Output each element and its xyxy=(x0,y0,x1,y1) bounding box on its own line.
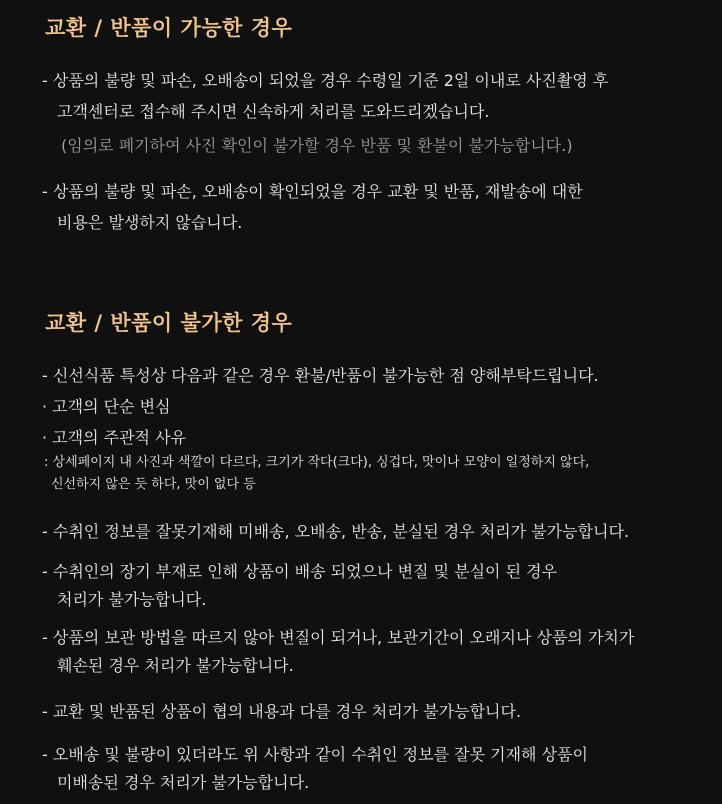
policy-detail: 신선하지 않은 듯 하다, 맛이 없다 등 xyxy=(51,477,256,492)
section-title-impossible: 교환 / 반품이 불가한 경우 xyxy=(45,311,293,335)
section-title-possible: 교환 / 반품이 가능한 경우 xyxy=(45,16,293,40)
policy-line: - 신선식품 특성상 다음과 같은 경우 환불/반품이 불가능한 점 양해부탁드립니다. xyxy=(42,366,599,385)
policy-line: - 상품의 보관 방법을 따르지 않아 변질이 되거나, 보관기간이 오래지나 상품의 가치가 xyxy=(42,628,635,647)
policy-line: - 오배송 및 불량이 있더라도 위 사항과 같이 수취인 정보를 잘못 기재해 상품이 xyxy=(42,745,588,764)
policy-bullet: · 고객의 주관적 사유 xyxy=(42,428,186,447)
policy-line: 훼손된 경우 처리가 불가능합니다. xyxy=(57,656,294,675)
policy-line: - 수취인 정보를 잘못기재해 미배송, 오배송, 반송, 분실된 경우 처리가 불가능합니다. xyxy=(42,522,630,541)
policy-note: (임의로 폐기하여 사진 확인이 불가할 경우 반품 및 환불이 불가능합니다.) xyxy=(61,136,573,155)
policy-line: - 교환 및 반품된 상품이 협의 내용과 다를 경우 처리가 불가능합니다. xyxy=(42,702,522,721)
policy-line: 고객센터로 접수해 주시면 신속하게 처리를 도와드리겠습니다. xyxy=(57,102,490,121)
policy-detail: : 상세페이지 내 사진과 색깔이 다르다, 크기가 작다(크다), 싱겁다, 맛이나 모양이 일정하지 않다, xyxy=(44,455,590,470)
policy-line: 처리가 불가능합니다. xyxy=(57,590,207,609)
policy-line: 미배송된 경우 처리가 불가능합니다. xyxy=(57,773,310,792)
policy-bullet: · 고객의 단순 변심 xyxy=(42,397,171,416)
policy-line: - 상품의 불량 및 파손, 오배송이 확인되었을 경우 교환 및 반품, 재발송에 대한 xyxy=(42,182,583,201)
policy-line: 비용은 발생하지 않습니다. xyxy=(57,213,243,232)
policy-line: - 상품의 불량 및 파손, 오배송이 되었을 경우 수령일 기준 2일 이내로 사진촬영 후 xyxy=(42,71,609,90)
policy-line: - 수취인의 장기 부재로 인해 상품이 배송 되었으나 변질 및 분실이 된 경우 xyxy=(42,562,558,581)
